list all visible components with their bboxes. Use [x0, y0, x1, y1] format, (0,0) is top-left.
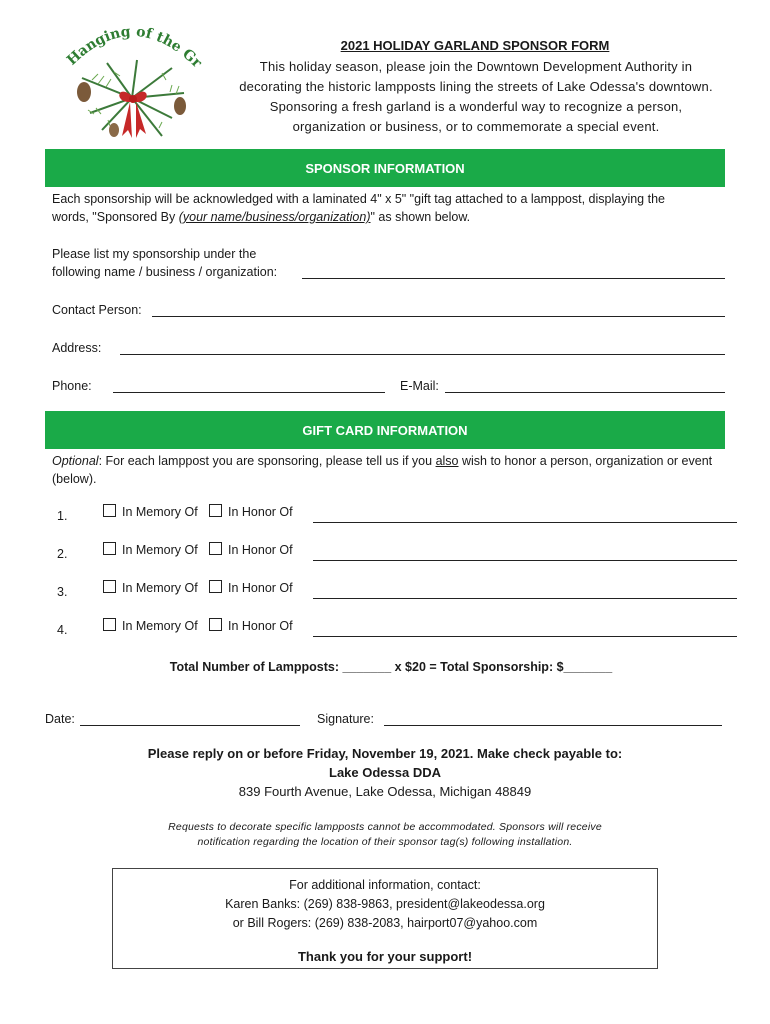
form-title: 2021 HOLIDAY GARLAND SPONSOR FORM	[340, 38, 610, 53]
optional-text-part: : For each lamppost you are sponsoring, please tell us if you	[98, 454, 436, 468]
ack-text: words, "Sponsored By	[52, 210, 179, 224]
total-sponsorship-line: Total Number of Lampposts: _______ x $20 = Total Sponsorship: $_______	[169, 660, 613, 674]
payee-name: Lake Odessa DDA	[329, 765, 441, 780]
intro-paragraph	[222, 57, 730, 137]
contact-intro: For additional information, contact:	[289, 878, 481, 892]
gift-row	[0, 617, 770, 637]
in-memory-label: In Memory Of	[122, 619, 198, 633]
ack-text: " as shown below.	[370, 210, 471, 224]
in-honor-option[interactable]	[209, 503, 293, 521]
reply-section	[0, 744, 770, 801]
gift-row	[0, 541, 770, 561]
optional-line: (below).	[52, 472, 97, 486]
ack-italic-text: (your name/business/organization)	[178, 210, 371, 224]
wreath-icon	[62, 18, 202, 148]
contact-karen-banks: Karen Banks: (269) 838-9863, president@lakeodessa.org	[225, 897, 545, 911]
checkbox-icon[interactable]	[103, 542, 116, 555]
date-label: Date:	[45, 712, 75, 726]
optional-text	[52, 452, 742, 488]
listing-label-line: following name / business / organization:	[52, 265, 278, 279]
ack-line	[52, 208, 732, 226]
logo-text: Hanging of the G	[63, 23, 199, 69]
listing-label-line: Please list my sponsorship under the	[52, 247, 257, 261]
row-number: 4.	[57, 623, 68, 637]
email-label: E-Mail:	[400, 379, 439, 393]
contact-box	[112, 868, 658, 969]
row-number: 1.	[57, 509, 68, 523]
gift-row	[0, 503, 770, 523]
optional-text-part: wish to honor a person, organization or event	[458, 454, 713, 468]
in-honor-label: In Honor Of	[228, 619, 293, 633]
checkbox-icon[interactable]	[103, 580, 116, 593]
honoree-field[interactable]	[313, 636, 737, 637]
row-number: 3.	[57, 585, 68, 599]
checkbox-icon[interactable]	[209, 580, 222, 593]
email-field[interactable]	[445, 392, 725, 393]
gift-card-information-header: GIFT CARD INFORMATION	[45, 411, 725, 449]
gift-row	[0, 579, 770, 599]
checkbox-icon[interactable]	[103, 618, 116, 631]
row-number: 2.	[57, 547, 68, 561]
sponsor-information-header: SPONSOR INFORMATION	[45, 149, 725, 187]
contact-person-field[interactable]	[152, 316, 725, 317]
svg-text:Hanging of the Greens	[62, 18, 202, 72]
address-label: Address:	[52, 341, 102, 355]
in-honor-label: In Honor Of	[228, 543, 293, 557]
note-line: notification regarding the location of their sponsor tag(s) following installation.	[197, 836, 573, 848]
in-memory-option[interactable]	[103, 503, 198, 521]
listing-label	[52, 245, 277, 281]
signature-label: Signature:	[317, 712, 374, 726]
payee-address: 839 Fourth Avenue, Lake Odessa, Michigan 48849	[238, 784, 532, 799]
checkbox-icon[interactable]	[103, 504, 116, 517]
checkbox-icon[interactable]	[209, 504, 222, 517]
honoree-field[interactable]	[313, 522, 737, 523]
in-memory-label: In Memory Of	[122, 581, 198, 595]
intro-line: Sponsoring a fresh garland is a wonderful way to recognize a person,	[269, 99, 683, 114]
address-field[interactable]	[120, 354, 725, 355]
honoree-field[interactable]	[313, 598, 737, 599]
ack-line: Each sponsorship will be acknowledged with a laminated 4" x 5" "gift tag attached to a lamppost, displaying the	[52, 192, 665, 206]
hanging-of-the-greens-logo	[62, 18, 202, 148]
contact-bill-rogers: or Bill Rogers: (269) 838-2083, hairport07@yahoo.com	[232, 916, 538, 930]
intro-line: This holiday season, please join the Downtown Development Authority in	[259, 59, 693, 74]
in-honor-option[interactable]	[209, 617, 293, 635]
phone-field[interactable]	[113, 392, 385, 393]
optional-label: Optional	[52, 454, 99, 468]
placement-note	[0, 820, 770, 850]
note-line: Requests to decorate specific lampposts cannot be accommodated. Sponsors will receive	[168, 821, 602, 833]
in-memory-option[interactable]	[103, 617, 198, 635]
signature-field[interactable]	[384, 725, 722, 726]
intro-line: decorating the historic lampposts lining the streets of Lake Odessa's downtown.	[239, 79, 713, 94]
checkbox-icon[interactable]	[209, 618, 222, 631]
optional-also: also	[435, 454, 459, 468]
in-memory-label: In Memory Of	[122, 505, 198, 519]
in-honor-label: In Honor Of	[228, 505, 293, 519]
listing-name-field[interactable]	[302, 278, 725, 279]
thank-you-text: Thank you for your support!	[297, 949, 473, 964]
in-memory-label: In Memory Of	[122, 543, 198, 557]
in-honor-option[interactable]	[209, 579, 293, 597]
contact-person-label: Contact Person:	[52, 303, 142, 317]
reply-deadline: Please reply on or before Friday, November 19, 2021. Make check payable to:	[147, 746, 623, 761]
date-field[interactable]	[80, 725, 300, 726]
checkbox-icon[interactable]	[209, 542, 222, 555]
intro-line: organization or business, or to commemorate a special event.	[292, 119, 660, 134]
in-memory-option[interactable]	[103, 579, 198, 597]
acknowledgement-text	[52, 190, 732, 226]
in-honor-option[interactable]	[209, 541, 293, 559]
optional-line	[52, 452, 742, 470]
honoree-field[interactable]	[313, 560, 737, 561]
phone-label: Phone:	[52, 379, 92, 393]
in-memory-option[interactable]	[103, 541, 198, 559]
in-honor-label: In Honor Of	[228, 581, 293, 595]
